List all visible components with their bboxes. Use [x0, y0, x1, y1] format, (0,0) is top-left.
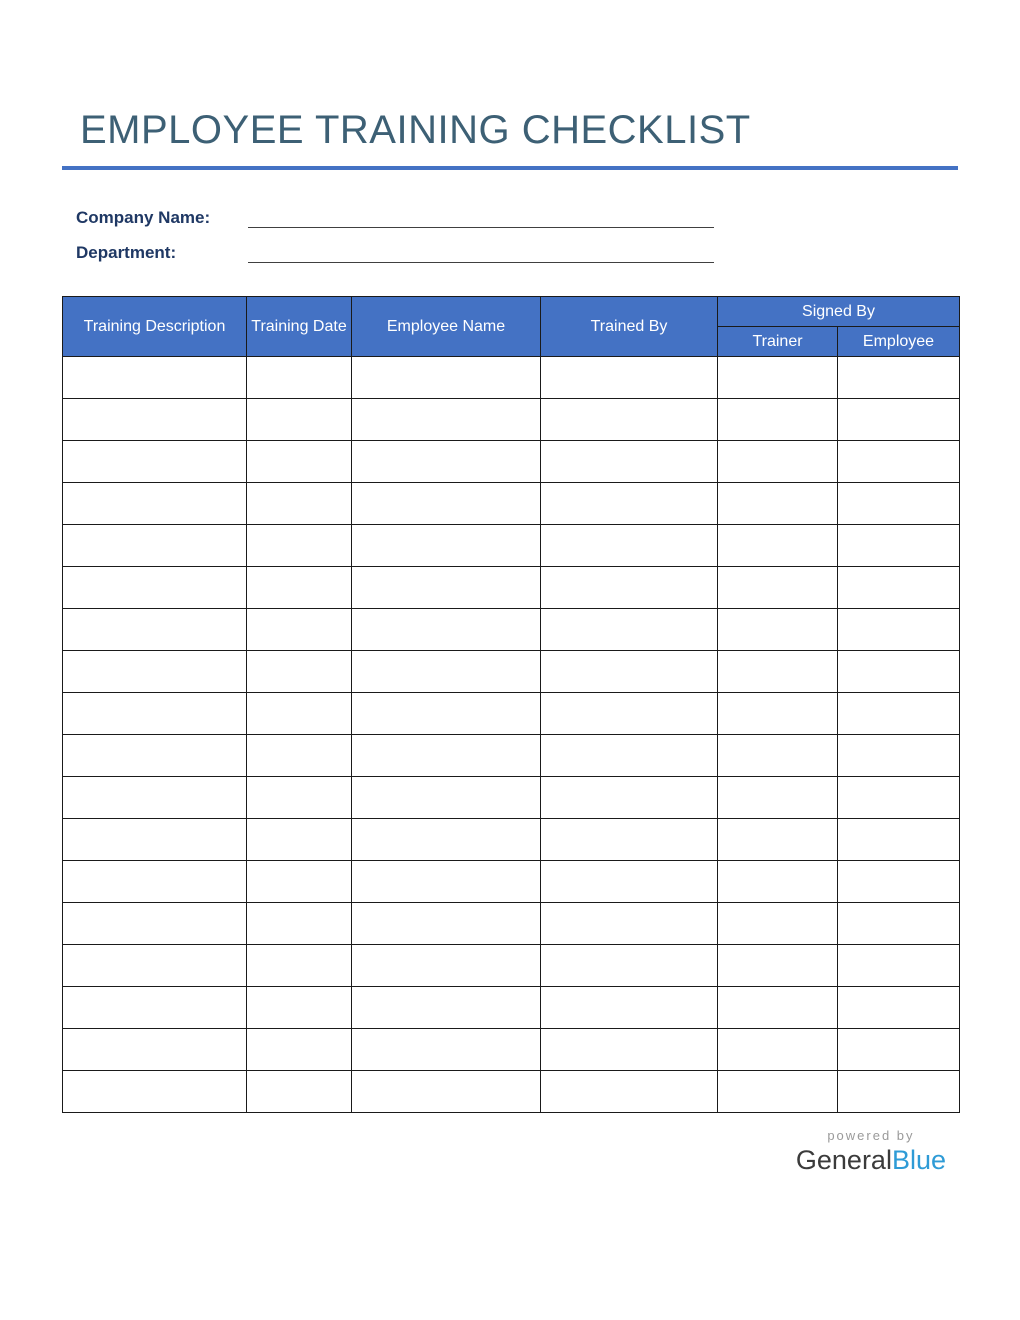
table-cell[interactable] — [541, 567, 718, 609]
table-cell[interactable] — [838, 567, 960, 609]
table-cell[interactable] — [247, 945, 352, 987]
table-cell[interactable] — [247, 1071, 352, 1113]
table-cell[interactable] — [247, 693, 352, 735]
table-cell[interactable] — [63, 1071, 247, 1113]
table-cell[interactable] — [718, 1029, 838, 1071]
table-cell[interactable] — [541, 399, 718, 441]
table-cell[interactable] — [247, 609, 352, 651]
table-cell[interactable] — [247, 987, 352, 1029]
table-row — [63, 1071, 960, 1113]
table-cell[interactable] — [352, 525, 541, 567]
table-cell[interactable] — [352, 651, 541, 693]
table-cell[interactable] — [247, 1029, 352, 1071]
table-cell[interactable] — [63, 735, 247, 777]
table-cell[interactable] — [541, 945, 718, 987]
table-cell[interactable] — [541, 819, 718, 861]
table-cell[interactable] — [838, 651, 960, 693]
table-cell[interactable] — [63, 777, 247, 819]
header-trainer: Trainer — [718, 327, 838, 357]
table-row — [63, 651, 960, 693]
table-cell[interactable] — [541, 987, 718, 1029]
table-cell[interactable] — [63, 483, 247, 525]
table-row — [63, 987, 960, 1029]
brand-general-text: General — [795, 1145, 892, 1175]
header-employee: Employee — [838, 327, 960, 357]
table-cell[interactable] — [352, 819, 541, 861]
header-training-description: Training Description — [63, 297, 247, 357]
table-cell[interactable] — [63, 693, 247, 735]
table-row — [63, 609, 960, 651]
table-cell[interactable] — [247, 525, 352, 567]
header-trained-by: Trained By — [541, 297, 718, 357]
table-cell[interactable] — [541, 1071, 718, 1113]
footer-branding — [796, 1128, 946, 1176]
table-cell[interactable] — [718, 609, 838, 651]
table-cell[interactable] — [352, 609, 541, 651]
table-cell[interactable] — [352, 399, 541, 441]
title-divider — [62, 166, 958, 170]
table-row — [63, 483, 960, 525]
table-cell[interactable] — [247, 903, 352, 945]
table-cell[interactable] — [718, 399, 838, 441]
table-row — [63, 945, 960, 987]
table-cell[interactable] — [718, 987, 838, 1029]
table-cell[interactable] — [838, 1029, 960, 1071]
table-cell[interactable] — [541, 483, 718, 525]
table-cell[interactable] — [541, 735, 718, 777]
table-cell[interactable] — [352, 903, 541, 945]
table-cell[interactable] — [247, 441, 352, 483]
table-cell[interactable] — [838, 483, 960, 525]
table-cell[interactable] — [352, 945, 541, 987]
table-cell[interactable] — [247, 777, 352, 819]
department-row — [76, 241, 776, 263]
table-cell[interactable] — [718, 1071, 838, 1113]
table-cell[interactable] — [838, 777, 960, 819]
table-cell[interactable] — [247, 567, 352, 609]
table-cell[interactable] — [63, 441, 247, 483]
table-cell[interactable] — [63, 357, 247, 399]
table-cell[interactable] — [541, 861, 718, 903]
form-fields — [76, 206, 776, 276]
table-cell[interactable] — [63, 819, 247, 861]
table-row — [63, 777, 960, 819]
table-cell[interactable] — [718, 525, 838, 567]
table-cell[interactable] — [63, 987, 247, 1029]
table-cell[interactable] — [63, 525, 247, 567]
table-cell[interactable] — [247, 357, 352, 399]
table-row — [63, 357, 960, 399]
table-cell[interactable] — [838, 903, 960, 945]
table-row — [63, 903, 960, 945]
header-signed-by: Signed By — [718, 297, 960, 327]
table-row — [63, 441, 960, 483]
table-cell[interactable] — [247, 735, 352, 777]
training-checklist-table — [62, 296, 960, 1113]
table-cell[interactable] — [352, 735, 541, 777]
table-cell[interactable] — [352, 777, 541, 819]
table-cell[interactable] — [718, 819, 838, 861]
table-cell[interactable] — [541, 357, 718, 399]
table-cell[interactable] — [718, 945, 838, 987]
table-cell[interactable] — [838, 1071, 960, 1113]
header-employee-name: Employee Name — [352, 297, 541, 357]
table-cell[interactable] — [352, 441, 541, 483]
table-cell[interactable] — [63, 945, 247, 987]
table-row — [63, 525, 960, 567]
table-cell[interactable] — [718, 903, 838, 945]
table-cell[interactable] — [541, 777, 718, 819]
table-row — [63, 1029, 960, 1071]
table-body — [63, 357, 960, 1113]
table-cell[interactable] — [718, 357, 838, 399]
table-cell[interactable] — [541, 441, 718, 483]
department-field[interactable] — [248, 242, 714, 263]
table-cell[interactable] — [63, 861, 247, 903]
powered-by-label: powered by — [827, 1128, 915, 1143]
company-name-row — [76, 206, 776, 228]
table-cell[interactable] — [352, 483, 541, 525]
table-row — [63, 567, 960, 609]
table-cell[interactable] — [718, 651, 838, 693]
table-cell[interactable] — [838, 819, 960, 861]
table-cell[interactable] — [718, 777, 838, 819]
table-cell[interactable] — [718, 861, 838, 903]
table-cell[interactable] — [352, 357, 541, 399]
table-cell[interactable] — [352, 693, 541, 735]
table-cell[interactable] — [718, 693, 838, 735]
table-cell[interactable] — [352, 987, 541, 1029]
table-row — [63, 399, 960, 441]
table-cell[interactable] — [838, 693, 960, 735]
table-cell[interactable] — [718, 441, 838, 483]
table-cell[interactable] — [63, 651, 247, 693]
page-title: EMPLOYEE TRAINING CHECKLIST — [80, 108, 751, 152]
table-cell[interactable] — [838, 441, 960, 483]
table-cell[interactable] — [541, 651, 718, 693]
table-cell[interactable] — [541, 903, 718, 945]
table-cell[interactable] — [838, 399, 960, 441]
table-cell[interactable] — [247, 861, 352, 903]
brand-blue-text: Blue — [891, 1145, 946, 1175]
company-name-field[interactable] — [248, 207, 714, 228]
table-cell[interactable] — [352, 567, 541, 609]
table-cell[interactable] — [247, 819, 352, 861]
table-cell[interactable] — [63, 903, 247, 945]
table-header — [63, 297, 960, 357]
table-cell[interactable] — [718, 483, 838, 525]
table-row — [63, 861, 960, 903]
table-cell[interactable] — [718, 735, 838, 777]
table-cell[interactable] — [838, 945, 960, 987]
table-cell[interactable] — [838, 525, 960, 567]
table-cell[interactable] — [838, 357, 960, 399]
table-cell[interactable] — [352, 1029, 541, 1071]
table-cell[interactable] — [63, 399, 247, 441]
department-label: Department: — [76, 243, 177, 262]
table-cell[interactable] — [718, 567, 838, 609]
table-row — [63, 735, 960, 777]
table-cell[interactable] — [838, 861, 960, 903]
table-cell[interactable] — [247, 651, 352, 693]
table-cell[interactable] — [63, 567, 247, 609]
table-cell[interactable] — [63, 609, 247, 651]
table-row — [63, 693, 960, 735]
table-cell[interactable] — [352, 861, 541, 903]
generalblue-logo — [796, 1146, 946, 1176]
table-cell[interactable] — [838, 735, 960, 777]
table-row — [63, 819, 960, 861]
table-cell[interactable] — [541, 1029, 718, 1071]
table-cell[interactable] — [541, 693, 718, 735]
header-training-date: Training Date — [247, 297, 352, 357]
table-cell[interactable] — [838, 609, 960, 651]
company-name-label: Company Name: — [76, 208, 211, 227]
table-cell[interactable] — [247, 483, 352, 525]
table-cell[interactable] — [247, 399, 352, 441]
table-cell[interactable] — [541, 525, 718, 567]
table-cell[interactable] — [838, 987, 960, 1029]
table-cell[interactable] — [63, 1029, 247, 1071]
table-cell[interactable] — [352, 1071, 541, 1113]
table-cell[interactable] — [541, 609, 718, 651]
